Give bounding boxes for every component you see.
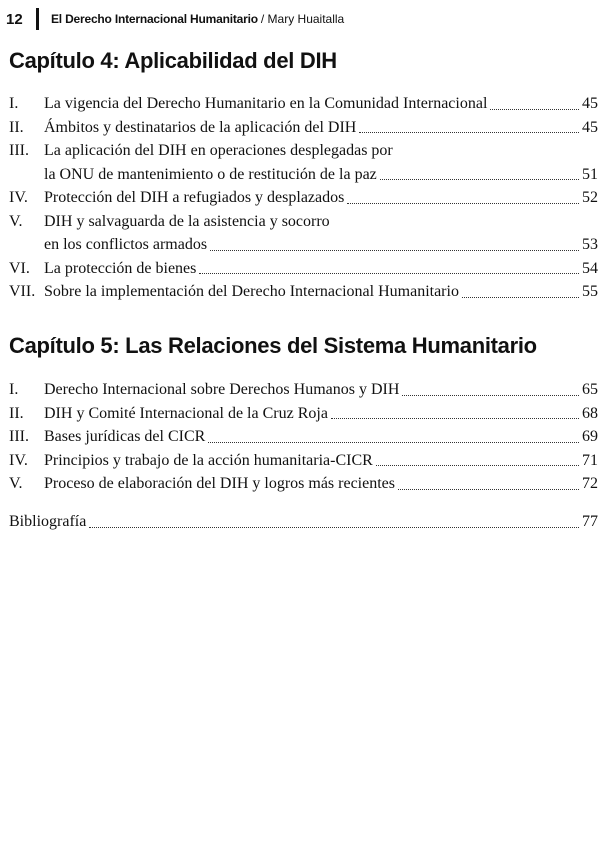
dot-leader bbox=[398, 489, 579, 490]
entry-title: Derecho Internacional sobre Derechos Humanos y DIH bbox=[44, 381, 400, 398]
dot-leader bbox=[402, 395, 579, 396]
author-name: / Mary Huaitalla bbox=[260, 12, 345, 26]
entry-title: Principios y trabajo de la acción humanitaria-CICR bbox=[44, 451, 373, 469]
toc-entry[interactable] bbox=[9, 210, 598, 257]
toc-entry[interactable] bbox=[9, 402, 598, 426]
entry-page: 52 bbox=[582, 189, 598, 206]
dot-leader bbox=[359, 132, 579, 133]
entry-number: IV. bbox=[9, 189, 28, 206]
entry-page: 72 bbox=[582, 475, 598, 492]
entry-page: 68 bbox=[582, 404, 598, 422]
entry-number: I. bbox=[9, 381, 19, 398]
toc-entry[interactable] bbox=[9, 280, 598, 304]
dot-leader bbox=[331, 418, 579, 419]
entry-number: III. bbox=[9, 428, 29, 445]
entry-page: 71 bbox=[582, 451, 598, 469]
page-number: 12 bbox=[6, 10, 23, 28]
entry-page: 54 bbox=[582, 259, 598, 277]
entry-number: I. bbox=[9, 95, 19, 112]
header-divider bbox=[36, 8, 39, 30]
toc-entry[interactable] bbox=[9, 257, 598, 281]
dot-leader bbox=[490, 109, 579, 110]
running-header bbox=[6, 8, 344, 30]
entry-page: 45 bbox=[582, 95, 598, 112]
chapter-4-heading: Capítulo 4: Aplicabilidad del DIH bbox=[9, 48, 337, 73]
entry-title-line1: DIH y salvaguarda de la asistencia y socorro bbox=[44, 212, 330, 230]
entry-number: VII. bbox=[9, 283, 36, 300]
bibliography-page: 77 bbox=[582, 513, 598, 530]
entry-title: DIH y Comité Internacional de la Cruz Roja bbox=[44, 404, 328, 422]
entry-title: Bases jurídicas del CICR bbox=[44, 428, 206, 445]
toc-entry[interactable] bbox=[9, 472, 598, 496]
dot-leader bbox=[208, 442, 579, 443]
dot-leader bbox=[380, 179, 579, 180]
dot-leader bbox=[210, 250, 579, 251]
entry-page: 65 bbox=[582, 381, 598, 398]
toc-entry[interactable] bbox=[9, 186, 598, 210]
entry-number: III. bbox=[9, 142, 29, 159]
entry-title-line1: La aplicación del DIH en operaciones desplegadas por bbox=[44, 142, 393, 159]
entry-number: V. bbox=[9, 212, 23, 230]
chapter-5-toc bbox=[9, 378, 598, 496]
chapter-4-toc bbox=[9, 92, 598, 304]
entry-title: La vigencia del Derecho Humanitario en la Comunidad Internacional bbox=[44, 95, 488, 112]
entry-title: en los conflictos armados bbox=[44, 236, 208, 253]
dot-leader bbox=[89, 527, 579, 528]
entry-title: Protección del DIH a refugiados y desplazados bbox=[44, 189, 345, 206]
dot-leader bbox=[199, 273, 579, 274]
entry-number: VI. bbox=[9, 259, 30, 277]
entry-number: II. bbox=[9, 404, 24, 422]
toc-entry[interactable] bbox=[9, 139, 598, 186]
entry-title: Proceso de elaboración del DIH y logros más recientes bbox=[44, 475, 395, 492]
entry-title: Ámbitos y destinatarios de la aplicación del DIH bbox=[44, 118, 357, 136]
dot-leader bbox=[347, 203, 579, 204]
entry-page: 51 bbox=[582, 165, 598, 183]
dot-leader bbox=[462, 297, 579, 298]
entry-title: La protección de bienes bbox=[44, 259, 197, 277]
toc-entry[interactable] bbox=[9, 92, 598, 116]
entry-number: IV. bbox=[9, 451, 28, 469]
entry-page: 53 bbox=[582, 236, 598, 253]
bibliography-entry[interactable] bbox=[9, 510, 598, 534]
entry-page: 45 bbox=[582, 118, 598, 136]
entry-number: V. bbox=[9, 475, 23, 492]
entry-page: 55 bbox=[582, 283, 598, 300]
toc-entry[interactable] bbox=[9, 116, 598, 140]
entry-number: II. bbox=[9, 118, 24, 136]
book-title: El Derecho Internacional Humanitario bbox=[51, 12, 258, 26]
entry-title: Sobre la implementación del Derecho Internacional Humanitario bbox=[44, 283, 459, 300]
entry-title: la ONU de mantenimiento o de restitución de la paz bbox=[44, 165, 377, 183]
bibliography-title: Bibliografía bbox=[9, 513, 87, 530]
toc-entry[interactable] bbox=[9, 425, 598, 449]
dot-leader bbox=[376, 465, 579, 466]
toc-entry[interactable] bbox=[9, 449, 598, 473]
entry-page: 69 bbox=[582, 428, 598, 445]
chapter-5-heading: Capítulo 5: Las Relaciones del Sistema Humanitario bbox=[9, 333, 537, 358]
toc-entry[interactable] bbox=[9, 378, 598, 402]
